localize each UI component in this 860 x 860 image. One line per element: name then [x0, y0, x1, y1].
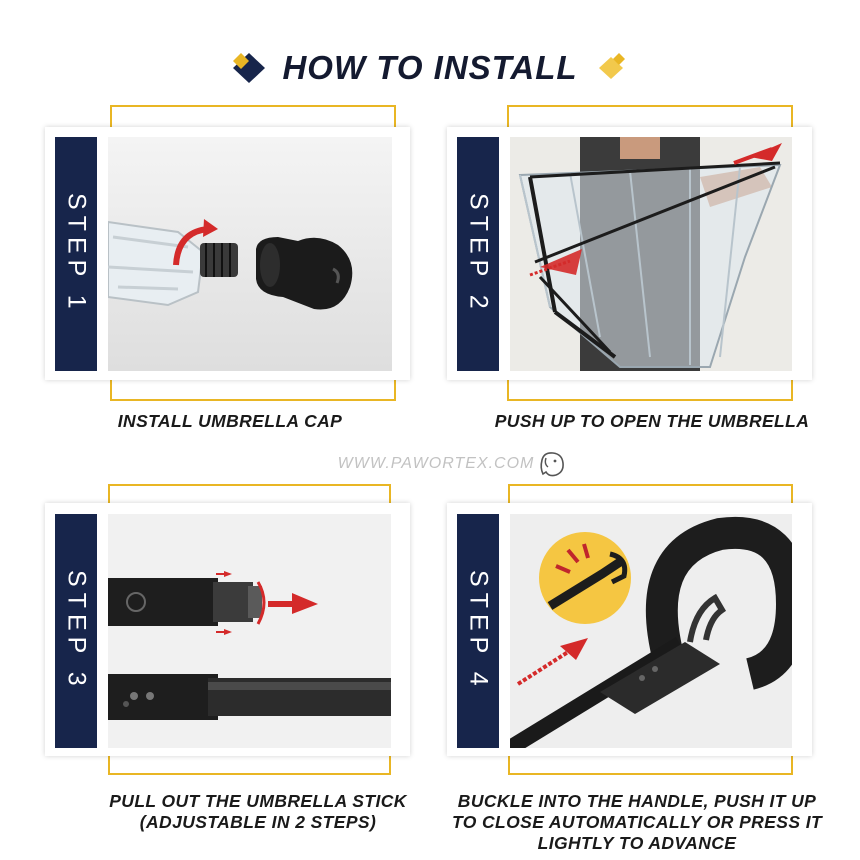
dog-head-icon: [536, 450, 566, 478]
step-label: [55, 137, 97, 371]
page-title: HOW TO INSTALL: [282, 49, 578, 86]
caption-line: BUCKLE INTO THE HANDLE, PUSH IT UP: [457, 791, 817, 811]
step-caption: [438, 791, 836, 854]
step-label: [457, 137, 499, 371]
diamond-icon: [592, 51, 630, 85]
umbrella-cap-photo: [108, 137, 392, 371]
umbrella-stick-photo: [108, 514, 391, 748]
caption-line: PUSH UP TO OPEN THE UMBRELLA: [494, 411, 810, 431]
diamond-icon: [230, 51, 268, 85]
caption-line: INSTALL UMBRELLA CAP: [117, 411, 343, 431]
page-header: [0, 44, 860, 92]
step-label-text: STEP 3: [62, 570, 91, 692]
umbrella-handle-photo: [510, 514, 792, 748]
step-label-text: STEP 1: [62, 193, 91, 315]
caption-line: (ADJUSTABLE IN 2 STEPS): [139, 812, 377, 832]
step-caption: [90, 791, 426, 833]
step-label: [457, 514, 499, 748]
caption-line: TO CLOSE AUTOMATICALLY OR PRESS IT: [451, 812, 823, 832]
caption-line: PULL OUT THE UMBRELLA STICK: [109, 791, 407, 811]
caption-line: LIGHTLY TO ADVANCE: [537, 833, 737, 853]
step-label-text: STEP 2: [464, 193, 493, 315]
watermark: [0, 450, 860, 478]
step-label: [55, 514, 97, 748]
step-caption: [60, 411, 400, 432]
open-umbrella-photo: [510, 137, 792, 371]
step-label-text: STEP 4: [464, 570, 493, 692]
watermark-text: WWW.PAWORTEX.COM: [337, 455, 535, 472]
step-caption: [472, 411, 832, 432]
